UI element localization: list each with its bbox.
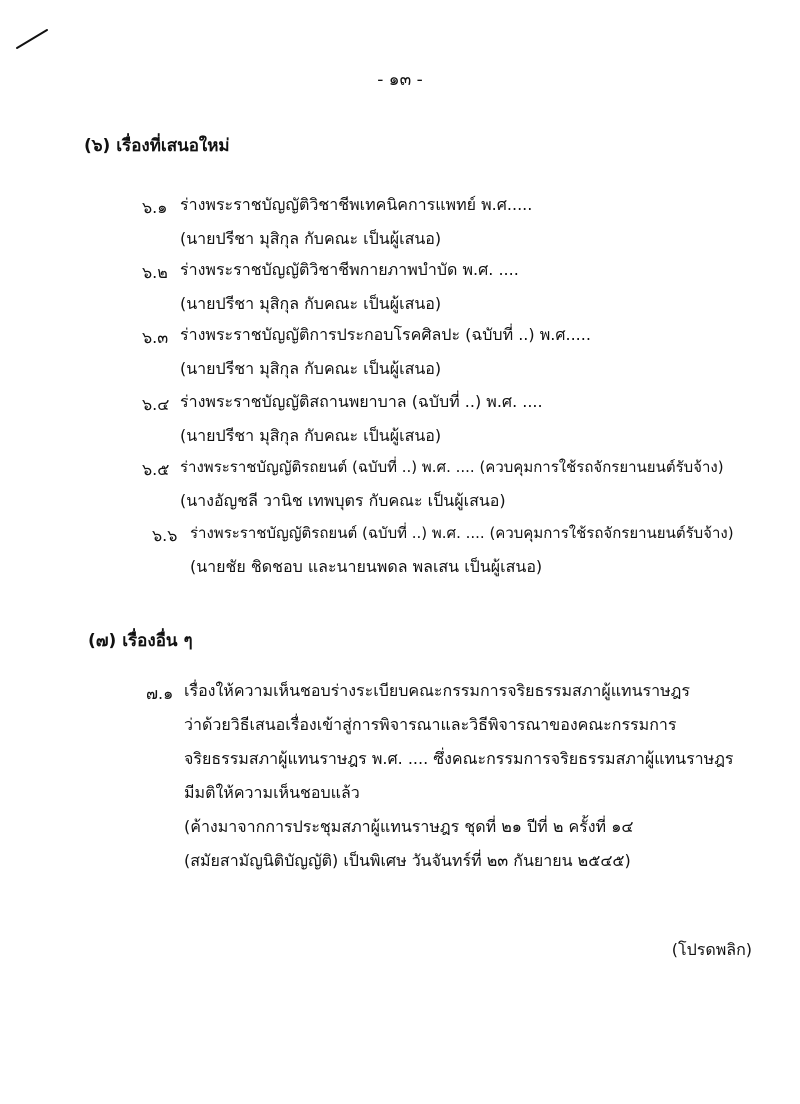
item-6-1-number: ๖.๑ — [142, 198, 168, 217]
please-turn-over-note: (โปรดพลิก) — [671, 940, 752, 959]
item-6-3-number: ๖.๓ — [142, 328, 169, 347]
item-6-2-title: ร่างพระราชบัญญัติวิชาชีพกายภาพบำบัด พ.ศ. .... — [180, 260, 519, 279]
item-7-1-line-3: จริยธรรมสภาผู้แทนราษฎร พ.ศ. .... ซึ่งคณะกรรมการจริยธรรมสภาผู้แทนราษฎร — [184, 749, 734, 768]
item-7-1-line-4: มีมติให้ความเห็นชอบแล้ว — [184, 783, 360, 802]
page-number: - ๑๓ - — [377, 70, 423, 90]
item-7-1-number: ๗.๑ — [146, 684, 174, 703]
section-7-heading: (๗) เรื่องอื่น ๆ — [88, 631, 193, 651]
item-6-6-title: ร่างพระราชบัญญัติรถยนต์ (ฉบับที่ ..) พ.ศ. .... (ควบคุมการใช้รถจักรยานยนต์รับจ้าง) — [190, 524, 734, 542]
item-6-5-number: ๖.๕ — [142, 460, 170, 479]
item-6-2-number: ๖.๒ — [142, 263, 168, 282]
item-6-5-proposer: (นางอัญชลี วานิช เทพบุตร กับคณะ เป็นผู้เสนอ) — [180, 491, 506, 510]
item-6-4-number: ๖.๔ — [142, 395, 170, 414]
item-6-1-title: ร่างพระราชบัญญัติวิชาชีพเทคนิคการแพทย์ พ.ศ..... — [180, 195, 533, 214]
item-6-4-title: ร่างพระราชบัญญัติสถานพยาบาล (ฉบับที่ ..) พ.ศ. .... — [180, 392, 543, 411]
item-7-1-line-6: (สมัยสามัญนิติบัญญัติ) เป็นพิเศษ วันจันทร์ที่ ๒๓ กันยายน ๒๕๔๕) — [184, 851, 631, 870]
item-6-3-proposer: (นายปรีชา มุสิกุล กับคณะ เป็นผู้เสนอ) — [180, 359, 442, 378]
item-7-1-line-5: (ค้างมาจากการประชุมสภาผู้แทนราษฎร ชุดที่ ๒๑ ปีที่ ๒ ครั้งที่ ๑๔ — [184, 817, 634, 836]
item-6-5-title: ร่างพระราชบัญญัติรถยนต์ (ฉบับที่ ..) พ.ศ. .... (ควบคุมการใช้รถจักรยานยนต์รับจ้าง) — [180, 458, 724, 476]
item-6-6-number: ๖.๖ — [152, 526, 178, 545]
item-6-4-proposer: (นายปรีชา มุสิกุล กับคณะ เป็นผู้เสนอ) — [180, 426, 442, 445]
item-6-6-proposer: (นายชัย ชิดชอบ และนายนพดล พลเสน เป็นผู้เสนอ) — [190, 557, 543, 576]
item-6-1-proposer: (นายปรีชา มุสิกุล กับคณะ เป็นผู้เสนอ) — [180, 229, 442, 248]
item-6-3-title: ร่างพระราชบัญญัติการประกอบโรคศิลปะ (ฉบับที่ ..) พ.ศ..... — [180, 325, 591, 344]
pen-stroke-mark — [14, 26, 50, 52]
section-6-heading: (๖) เรื่องที่เสนอใหม่ — [84, 136, 230, 156]
item-6-2-proposer: (นายปรีชา มุสิกุล กับคณะ เป็นผู้เสนอ) — [180, 294, 442, 313]
item-7-1-line-2: ว่าด้วยวิธีเสนอเรื่องเข้าสู่การพิจารณาและวิธีพิจารณาของคณะกรรมการ — [184, 715, 677, 734]
item-7-1-line-1: เรื่องให้ความเห็นชอบร่างระเบียบคณะกรรมการจริยธรรมสภาผู้แทนราษฎร — [184, 681, 690, 700]
